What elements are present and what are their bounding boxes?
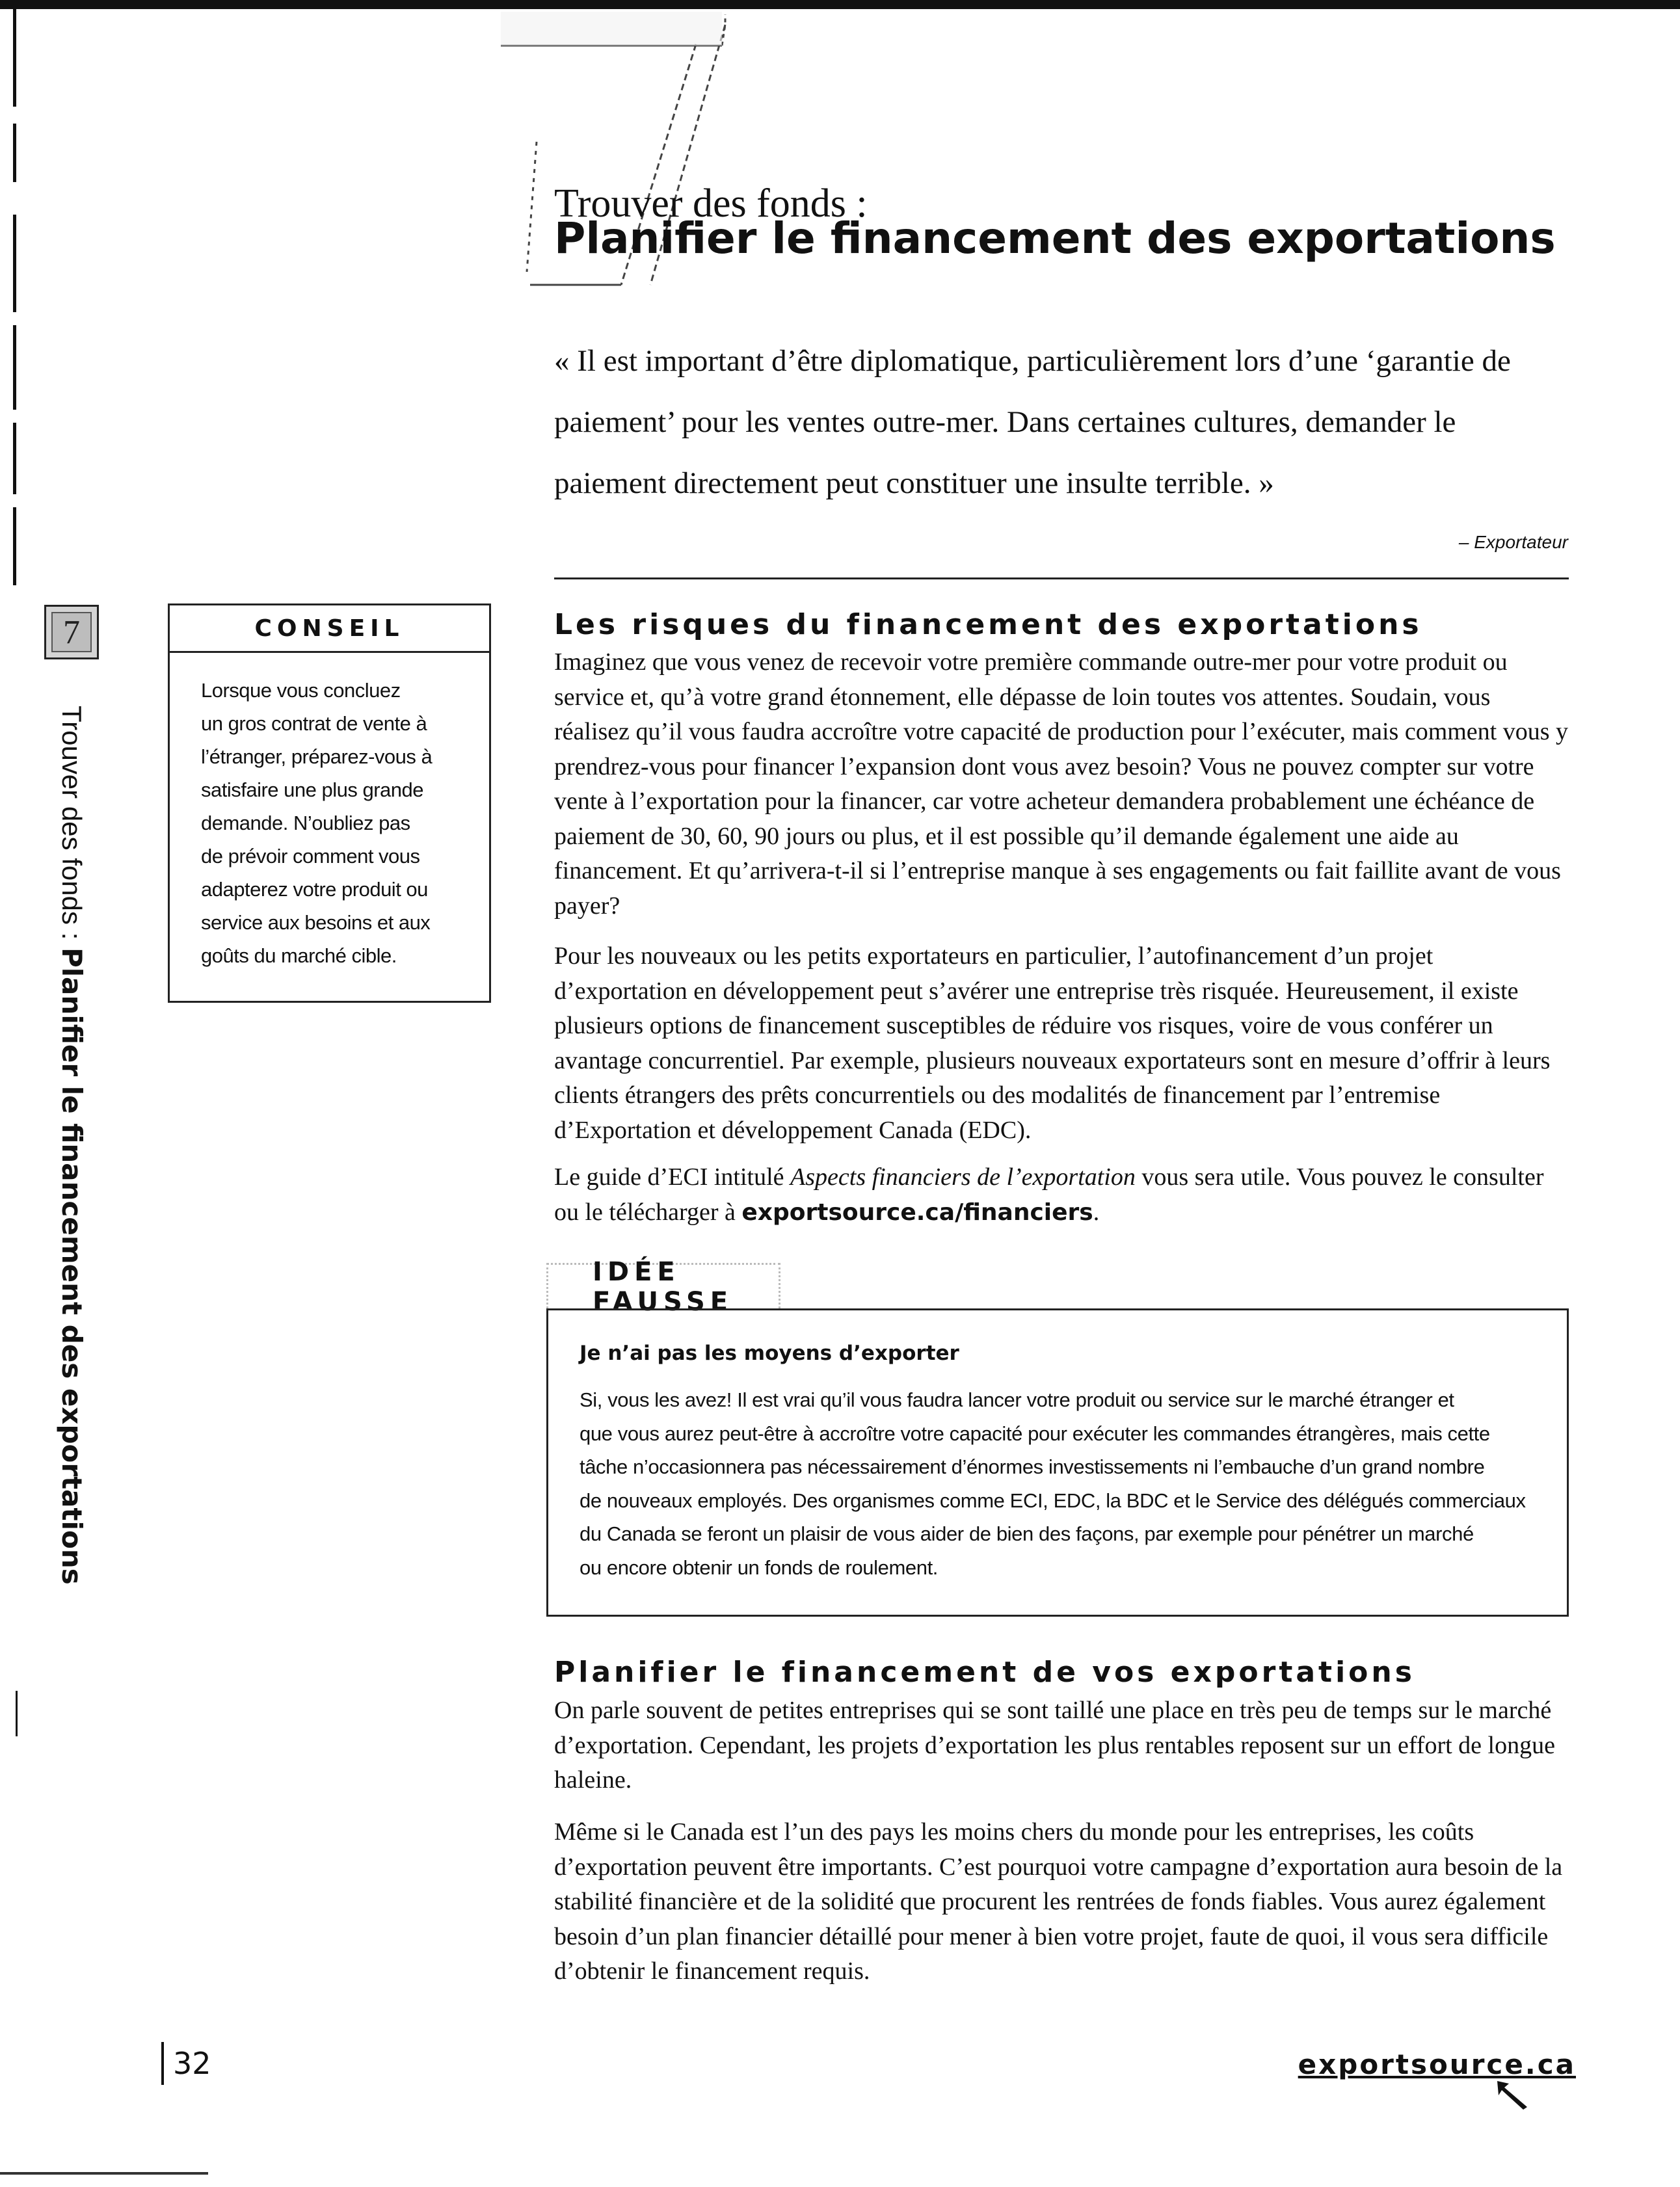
- section1-paragraph-3: [554, 1160, 1569, 1230]
- tip-box: [168, 603, 491, 1003]
- p3-text-a: Le guide d’ECI intitulé: [554, 1163, 791, 1191]
- tip-line: demande. N’oubliez pas: [201, 812, 410, 834]
- myth-heading: IDÉE FAUSSE: [546, 1263, 780, 1308]
- section2-paragraph-1: On parle souvent de petites entreprises qui se sont taillé une place en très peu de temps sur le marché d’exportation. Cependant, les projets d’exportation les plus rentables reposent sur un effort de longue haleine.: [554, 1697, 1555, 1794]
- tip-line: Lorsque vous concluez: [201, 679, 401, 702]
- myth-line: que vous aurez peut-être à accroître votre capacité pour exécuter les commandes étrangères, mais cette: [580, 1422, 1490, 1445]
- chapter-seven-graphic: [501, 12, 735, 311]
- tip-line: satisfaire une plus grande: [201, 778, 424, 801]
- side-running-title: [42, 706, 101, 1585]
- tip-heading: CONSEIL: [170, 605, 489, 653]
- tip-line: de prévoir comment vous: [201, 845, 420, 868]
- chapter-kicker: Trouver des fonds :: [554, 181, 868, 226]
- quote-source: – Exportateur: [1458, 532, 1568, 552]
- tip-line: l’étranger, préparez-vous à: [201, 745, 433, 768]
- scan-left-mark: [13, 507, 16, 585]
- myth-line: du Canada se feront un plaisir de vous aider de bien des façons, par exemple pour pénétrer un marché: [580, 1522, 1474, 1545]
- section1-paragraph-2: Pour les nouveaux ou les petits exportateurs en particulier, l’autofinancement d’un projet d’exportation en développement peut s’avérer une entreprise très risquée. Heureusement, il existe plusieurs options de financement susceptibles de réduire vos risques, voire de vous conférer un avantage concurrentiel. Par exemple, plusieurs nouveaux exportateurs sont en mesure d’offrir à leurs clients étrangers des prêts concurrentiels ou des modalités de financement par l’entremise d’Exportation et développement Canada (EDC).: [554, 942, 1551, 1144]
- myth-line: tâche n’occasionnera pas nécessairement d’énormes investissements ni l’embauche d’un grand nombre: [580, 1455, 1485, 1478]
- tip-line: un gros contrat de vente à: [201, 712, 427, 735]
- section1-paragraph-1: Imaginez que vous venez de recevoir votre première commande outre-mer pour votre produit ou service et, qu’à votre grand étonnement, elle dépasse de loin toutes vos attentes. Soudain, vous réalisez qu’il vous faudra accroître votre capacité de production pour l’exécuter, mais comment vous y prendrez-vous pour financer l’expansion dont vous avez besoin? Vous ne pouvez compter sur votre vente à l’exportation pour la financer, car votre acheteur demandera probablement une échéance de paiement de 30, 60, 90 jours ou plus, et il est possible qu’il demande également une aide au financement. Et qu’arrivera-t-il si l’entreprise manque à ses engagements ou fait faillite avant de vous payer?: [554, 648, 1569, 920]
- tip-line: service aux besoins et aux: [201, 911, 431, 934]
- page-number: 32: [161, 2042, 211, 2085]
- side-title-normal: Trouver des fonds :: [57, 706, 87, 948]
- myth-subheading: Je n’ai pas les moyens d’exporter: [580, 1342, 959, 1365]
- side-title-bold: Planifier le financement des exportations: [56, 947, 88, 1585]
- chapter-badge: [44, 605, 99, 659]
- scan-left-mark: [13, 423, 16, 494]
- footer-url-link[interactable]: exportsource.ca: [1298, 2048, 1576, 2080]
- myth-body: [580, 1383, 1543, 1584]
- tip-body: [170, 653, 489, 972]
- guide-title: Aspects financiers de l’exportation: [790, 1163, 1136, 1191]
- myth-line: Si, vous les avez! Il est vrai qu’il vous faudra lancer votre produit ou service sur le marché étranger et: [580, 1388, 1454, 1411]
- scan-left-mark: [16, 1691, 18, 1736]
- scan-bottom-mark: [0, 2172, 208, 2175]
- scan-left-mark: [13, 215, 16, 312]
- myth-line: ou encore obtenir un fonds de roulement.: [580, 1556, 938, 1579]
- scan-top-edge: [0, 0, 1680, 9]
- page-title: Planifier le financement des exportations: [554, 213, 1556, 263]
- p3-text-end: .: [1093, 1198, 1100, 1226]
- tip-line: goûts du marché cible.: [201, 944, 397, 967]
- myth-box: [546, 1308, 1569, 1617]
- scan-left-mark: [13, 9, 16, 107]
- myth-line: de nouveaux employés. Des organismes comme ECI, EDC, la BDC et le Service des délégués commerciaux: [580, 1489, 1526, 1512]
- financiers-link[interactable]: exportsource.ca/financiers: [741, 1199, 1093, 1226]
- scan-left-mark: [13, 325, 16, 410]
- section2-paragraph-2: Même si le Canada est l’un des pays les moins chers du monde pour les entreprises, les coûts d’exportation peuvent être importants. C’est pourquoi votre campagne d’exportation aura besoin de la stabilité financière et de la solidité que procurent les rentrées de fonds fiables. Vous aurez également besoin d’un plan financier détaillé pour mener à bien votre projet, faute de quoi, il vous sera difficile d’obtenir le financement requis.: [554, 1818, 1563, 1985]
- scan-left-mark: [13, 124, 16, 182]
- section-heading-risks: Les risques du financement des exportations: [554, 608, 1422, 641]
- section-heading-planning: Planifier le financement de vos exportations: [554, 1656, 1415, 1689]
- pull-quote: « Il est important d’être diplomatique, particulièrement lors d’une ‘garantie de paiement’ pour les ventes outre-mer. Dans certaines cultures, demander le paiement directement peut constituer une insulte terrible. »: [554, 344, 1511, 500]
- chapter-badge-number: 7: [51, 612, 92, 652]
- p3-text-b: vous sera utile. Vous pouvez le consulter ou le télécharger à: [554, 1163, 1544, 1226]
- divider-rule: [554, 577, 1569, 579]
- tip-line: adapterez votre produit ou: [201, 878, 428, 901]
- arrow-cursor-icon: [1495, 2078, 1531, 2111]
